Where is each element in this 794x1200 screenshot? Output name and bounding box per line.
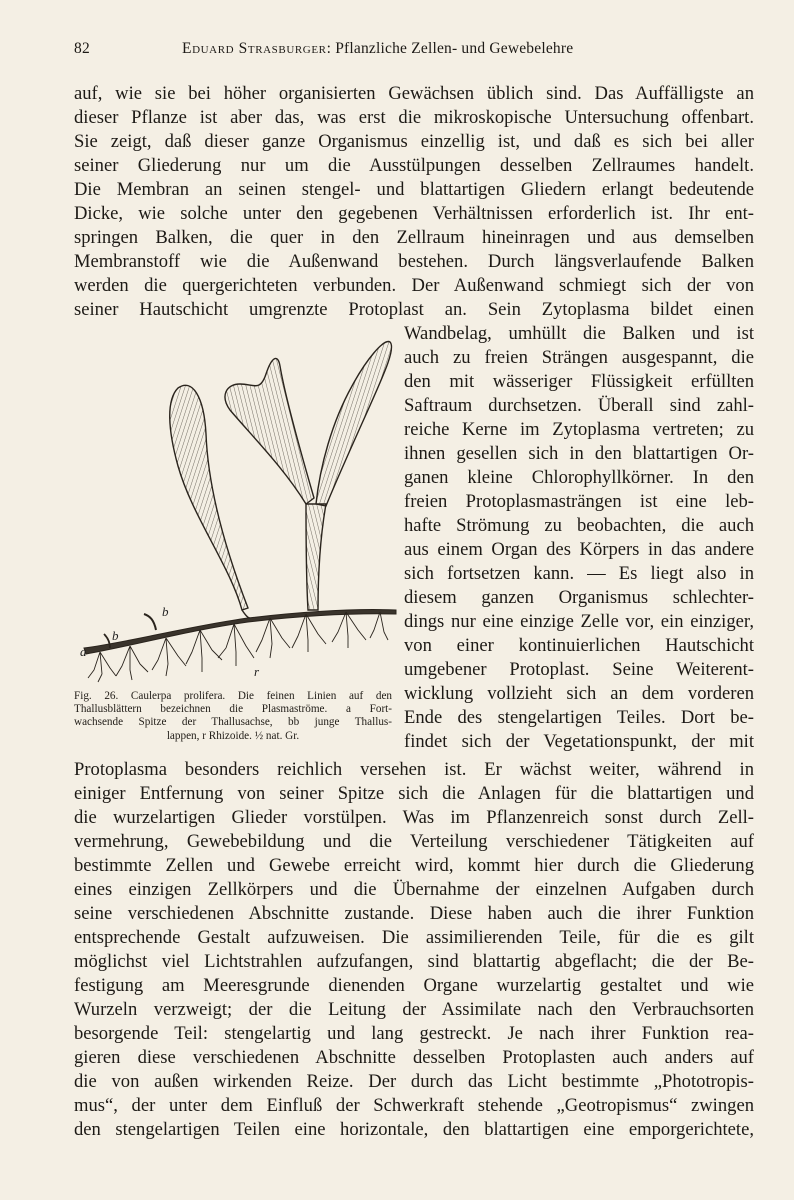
young-thallus-lobe — [144, 614, 156, 630]
text-line: Wandbelag, umhüllt die Balken und ist — [404, 323, 754, 344]
text-line: hafte Strömung zu beobachten, die auch — [404, 515, 754, 536]
caption-line: lappen, r Rhizoide. ½ nat. Gr. — [166, 729, 300, 742]
text-line: wicklung vollzieht sich an dem vorderen — [404, 683, 754, 704]
text-line: aus einem Organ des Körpers in das andere — [404, 539, 754, 560]
text-line: mus“, der unter dem Einfluß der Schwerkraft stehende „Geotropismus“ zwingen — [74, 1095, 754, 1116]
text-line: möglichst viel Lichtstrahlen aufzufangen, sind blattartig abgeflacht; die der Be- — [74, 951, 754, 972]
caption-line: Fig. 26. Caulerpa prolifera. Die feinen Linien auf den — [74, 690, 392, 702]
text-line: sich fortsetzen kann. — Es liegt also in — [404, 563, 754, 584]
text-line: Membranstoff wie die Außenwand bestehen. Durch längsverlaufende Balken — [74, 251, 754, 272]
figure-label-b: b — [162, 604, 169, 619]
text-line: diesem ganzen Organismus schlechter- — [404, 587, 754, 608]
figure-label-a: a — [80, 644, 87, 659]
figure-caulerpa-illustration — [70, 326, 400, 686]
text-line: umgebener Protoplast. Seine Weiterent- — [404, 659, 754, 680]
text-line: seine verschiedenen Abschnitte zustande. Diese haben auch die ihrer Funktion — [74, 903, 754, 924]
text-line: seiner Gliederung nur um die Ausstülpungen desselben Zellraumes handelt. — [74, 155, 754, 176]
caption-line: wachsende Spitze der Thallusachse, bb junge Thallus- — [74, 716, 392, 729]
text-line: ganen kleine Chlorophyllkörner. In den — [404, 467, 754, 488]
text-line: dings nur eine einzige Zelle vor, ein einziger, — [404, 611, 754, 632]
text-line: von einer kontinuierlichen Hautschicht — [404, 635, 754, 656]
text-line: auf, wie sie bei höher organisierten Gewächsen üblich sind. Das Auffälligste an — [74, 83, 754, 104]
thallus-blade-right — [316, 342, 392, 506]
text-line: freien Protoplasmasträngen ist eine leb- — [404, 491, 754, 512]
header-title: : Pflanzliche Zellen- und Gewebelehre — [326, 40, 574, 57]
text-line: Sie zeigt, daß dieser ganze Organismus einzellig ist, und daß es sich bei aller — [74, 131, 754, 152]
text-line: Wurzeln verzweigt; der die Leitung der Assimilate nach den Verbrauchsorten — [74, 999, 754, 1020]
figure-caption — [74, 690, 392, 743]
text-line: Die Membran an seinen stengel- und blattartigen Gliedern erlangt bedeutende — [74, 179, 754, 200]
text-line: Dicke, wie solche unter den gegebenen Verhältnissen erforderlich ist. Ihr ent- — [74, 203, 754, 224]
figure-label-r: r — [254, 664, 260, 679]
text-line: den stengelartigen Teilen eine horizontale, den blattartigen eine emporgerichtete, — [74, 1119, 754, 1140]
caption-line: Thallusblättern bezeichnen die Plasmaströme. a Fort- — [74, 703, 392, 716]
text-line: werden die quergerichteten verbunden. Der Außenwand schmiegt sich der von — [74, 275, 754, 296]
figure-label-b: b — [112, 628, 119, 643]
thallus-blade-left — [170, 385, 248, 610]
text-line: seiner Hautschicht umgrenzte Protoplast an. Sein Zytoplasma bildet einen — [74, 299, 754, 320]
running-title — [182, 40, 573, 58]
text-line: vermehrung, Gewebebildung und die Verteilung verschiedener Tätigkeiten auf — [74, 831, 754, 852]
text-line: bestimmte Zellen und Gewebe erreicht wird, kommt hier durch die Gliederung — [74, 855, 754, 876]
running-head — [74, 40, 754, 62]
text-line: springen Balken, die quer in den Zellraum hineinragen und aus demselben — [74, 227, 754, 248]
text-line: den mit wässeriger Flüssigkeit erfüllten — [404, 371, 754, 392]
text-line: besorgende Teil: stengelartig und lang gestreckt. Je nach ihrer Funktion rea- — [74, 1023, 754, 1044]
text-line: reiche Kerne im Zytoplasma vertreten; zu — [404, 419, 754, 440]
text-line: auch zu freien Strängen ausgespannt, die — [404, 347, 754, 368]
text-line: entsprechende Gestalt aufzuweisen. Die assimilierenden Teile, für die es gilt — [74, 927, 754, 948]
text-line: die wurzelartigen Glieder vorstülpen. Was im Pflanzenreich sonst durch Zell- — [74, 807, 754, 828]
text-line: gieren diese verschiedenen Abschnitte desselben Protoplasten auch anders auf — [74, 1047, 754, 1068]
text-line: Ende des stengelartigen Teiles. Dort be- — [404, 707, 754, 728]
text-line: findet sich der Vegetationspunkt, der mit — [404, 731, 754, 752]
text-line: festigung am Meeresgrunde dienenden Organe wurzelartig gestaltet und wie — [74, 975, 754, 996]
page-number: 82 — [74, 40, 90, 57]
text-line: dieser Pflanze ist aber das, was erst die mikroskopische Untersuchung offenbart. — [74, 107, 754, 128]
text-line: Saftraum durchsetzen. Überall sind zahl- — [404, 395, 754, 416]
header-author: Eduard Strasburger — [182, 40, 327, 57]
text-line: Protoplasma besonders reichlich versehen ist. Er wächst weiter, während in — [74, 759, 754, 780]
text-line: einiger Entfernung von seiner Spitze sich die Anlagen für die blattartigen und — [74, 783, 754, 804]
text-line: ihnen gesellen sich in den blattartigen Or- — [404, 443, 754, 464]
text-line: eines einzigen Zellkörpers und die Übernahme der einzelnen Aufgaben durch — [74, 879, 754, 900]
text-line: die von außen wirkenden Reize. Der durch das Licht bestimmte „Phototropis- — [74, 1071, 754, 1092]
thallus-blade-middle — [225, 358, 314, 504]
thallus-stalk — [306, 504, 326, 610]
